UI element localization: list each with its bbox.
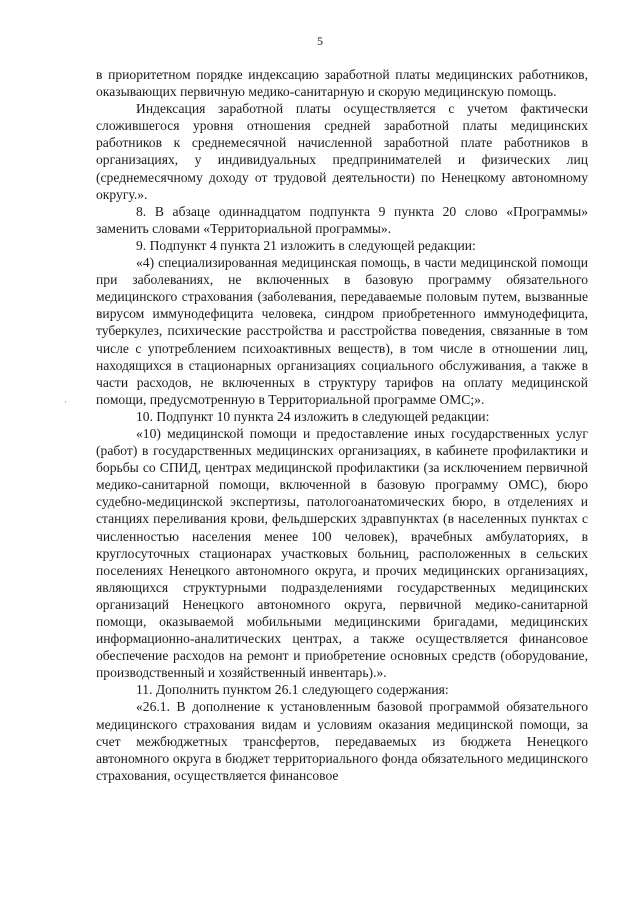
paragraph: «26.1. В дополнение к установленным базовой программой обязательного медицинского страхования видам и условиям оказания медицинской помощи, за счет межбюджетных трансфертов, передаваемых из бюджета Ненецкого автономного округа в бюджет территориального фонда обязательного медицинского страхования, осуществляется финансовое <box>96 699 588 783</box>
paragraph: «4) специализированная медицинская помощь, в части медицинской помощи при заболеваниях, не включенных в базовую программу обязательного медицинского страхования (заболевания, передаваемые половым путем, вызванные вирусом иммунодефицита человека, синдром приобретенного иммунодефицита, туберкулез, психические расстройства и расстройства поведения, связанные в том числе с употреблением психоактивных веществ), в том числе в отношении лиц, находящихся в стационарных организациях социального обслуживания, а также в части расходов, не включенных в структуру тарифов на оплату медицинской помощи, предусмотренную в Территориальной программе ОМС;». <box>96 255 588 407</box>
paragraph: 8. В абзаце одиннадцатом подпункта 9 пункта 20 слово «Программы» заменить словами «Территориальной программы». <box>96 203 588 236</box>
paragraph: Индексация заработной платы осуществляется с учетом фактически сложившегося уровня отношения средней заработной платы медицинских работников к среднемесячной начисленной заработной плате работников в организациях, у индивидуальных предпринимателей и физических лиц (среднемесячному доходу от трудовой деятельности) по Ненецкому автономному округу.». <box>96 101 588 202</box>
paragraph: 11. Дополнить пунктом 26.1 следующего содержания: <box>136 682 449 698</box>
paragraph: «10) медицинской помощи и предоставление иных государственных услуг (работ) в государственных медицинских организациях, в кабинете профилактики и борьбы со СПИД, центрах медицинской профилактики (за исключением первичной медико-санитарной помощи, включенной в базовую программу ОМС), бюро судебно-медицинской экспертизы, патологоанатомических бюро, в отделениях и станциях переливания крови, фельдшерских здравпунктах (в населенных пунктах с численностью населения менее 100 человек), врачебных амбулаториях, в круглосуточных стационарах участковых больниц, расположенных в сельских поселениях Ненецкого автономного округа, и прочих медицинских организациях, являющихся структурными подразделениями государственных медицинских организаций Ненецкого автономного округа, первичной медико-санитарной помощи, оказываемой мобильными медицинскими бригадами, медицинских информационно-аналитических центрах, а также осуществляется финансовое обеспечение расходов на ремонт и приобретение основных средств (оборудование, производственный и хозяйственный инвентарь).». <box>96 425 588 681</box>
paragraph: 9. Подпункт 4 пункта 21 изложить в следующей редакции: <box>136 237 476 253</box>
document-body <box>96 66 588 784</box>
page-number: 5 <box>317 34 323 48</box>
margin-mark: · <box>64 397 67 407</box>
paragraph: 10. Подпункт 10 пункта 24 изложить в следующей редакции: <box>136 408 490 424</box>
paragraph: в приоритетном порядке индексацию заработной платы медицинских работников, оказывающих первичную медико-санитарную и скорую медицинскую помощь. <box>96 67 588 100</box>
